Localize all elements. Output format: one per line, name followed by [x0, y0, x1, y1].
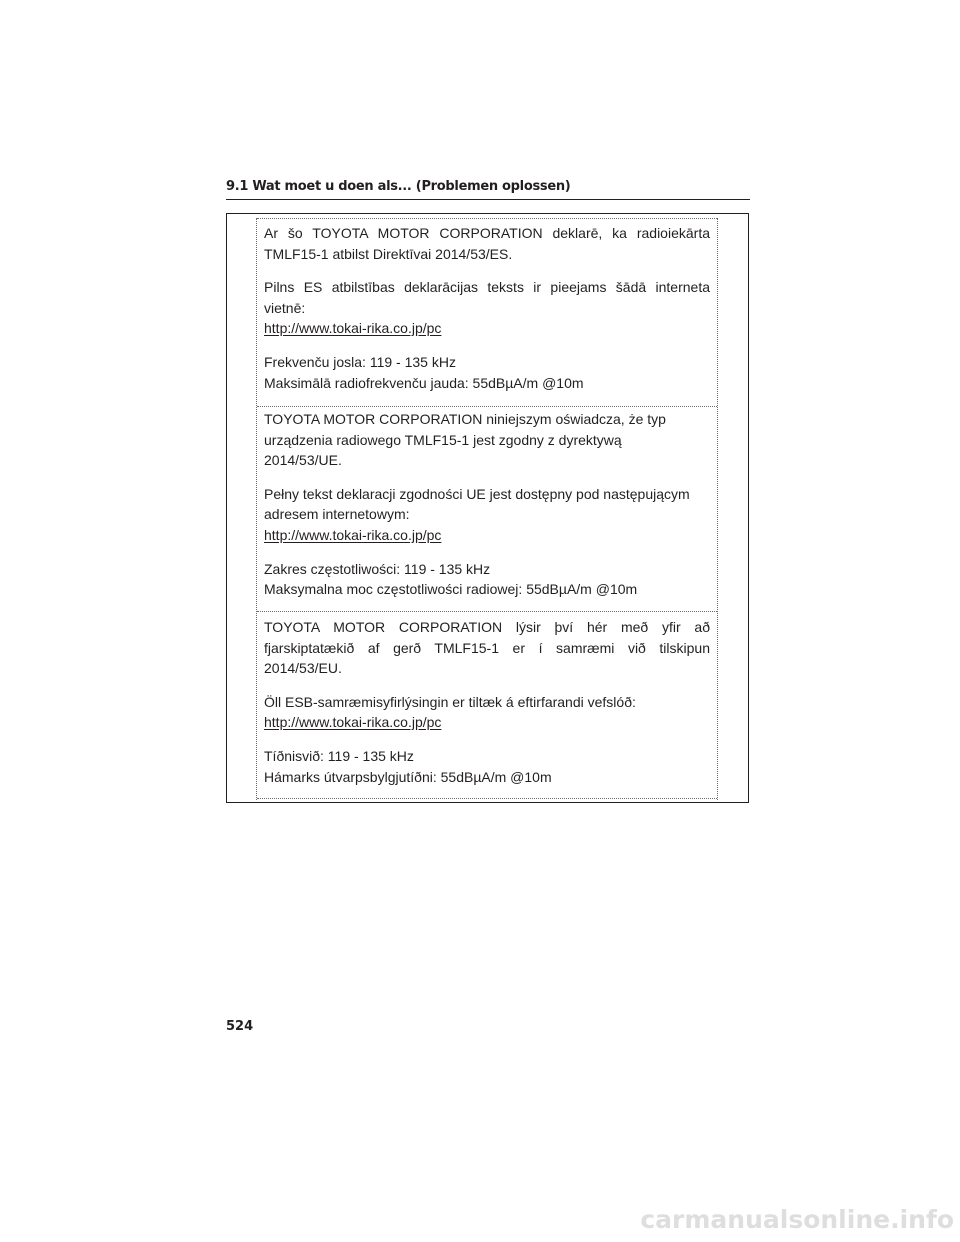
declaration-latvian	[257, 218, 717, 406]
pl-full-text-line: Pełny tekst deklaracji zgodności UE jest dostępny pod następującym	[264, 485, 690, 502]
pl-full-text-line: adresem internetowym:	[264, 506, 410, 523]
section-title: 9.1 Wat moet u doen als... (Problemen oplossen)	[226, 179, 571, 194]
lv-radio-specs	[264, 352, 710, 393]
lv-frequency: Frekvenču josla: 119 - 135 kHz	[264, 353, 456, 370]
pl-radio-specs	[264, 559, 710, 600]
pl-frequency: Zakres częstotliwości: 119 - 135 kHz	[264, 560, 491, 577]
lv-url-link[interactable]: http://www.tokai-rika.co.jp/pc	[264, 320, 442, 337]
is-statement: TOYOTA MOTOR CORPORATION lýsir því hér með yfir að fjarskiptatækið af gerð TMLF15-1 er í samræmi við tilskipun 2014/53/EU.	[264, 619, 710, 677]
pl-statement-line: TOYOTA MOTOR CORPORATION niniejszym oświadcza, że typ	[264, 411, 666, 427]
declaration-box	[226, 213, 749, 803]
pl-statement-line: 2014/53/UE.	[264, 452, 342, 469]
lv-max-power: Maksimālā radiofrekvenču jauda: 55dBµA/m @10m	[264, 374, 584, 391]
watermark: carmanualsonline.info	[640, 1205, 954, 1234]
is-full-text-intro: Öll ESB-samræmisyfirlýsingin er tiltæk á eftirfarandi vefslóð:	[264, 693, 636, 710]
declaration-frame	[256, 218, 718, 800]
is-frequency: Tíðnisvið: 119 - 135 kHz	[264, 747, 414, 764]
lv-full-text	[264, 277, 710, 339]
pl-url-link[interactable]: http://www.tokai-rika.co.jp/pc	[264, 526, 442, 543]
pl-max-power: Maksymalna moc częstotliwości radiowej: 55dBµA/m @10m	[264, 581, 638, 598]
lv-full-text-intro: Pilns ES atbilstības deklarācijas teksts ir pieejams šādā interneta vietnē:	[264, 279, 710, 316]
declaration-polish	[257, 406, 717, 611]
is-max-power: Hámarks útvarpsbylgjutíðni: 55dBµA/m @10m	[264, 768, 552, 785]
pl-statement-line: urządzenia radiowego TMLF15-1 jest zgodny z dyrektywą	[264, 431, 622, 448]
declaration-icelandic	[257, 611, 717, 799]
is-full-text	[264, 692, 710, 733]
lv-statement: Ar šo TOYOTA MOTOR CORPORATION deklarē, ka radioiekārta TMLF15-1 atbilst Direktīvai 2014/53/ES.	[264, 225, 710, 262]
section-header	[226, 179, 750, 200]
is-url-link[interactable]: http://www.tokai-rika.co.jp/pc	[264, 714, 442, 731]
page-number: 524	[226, 1019, 254, 1034]
is-radio-specs	[264, 746, 710, 787]
pl-full-text	[264, 484, 710, 546]
pl-statement	[264, 409, 710, 471]
